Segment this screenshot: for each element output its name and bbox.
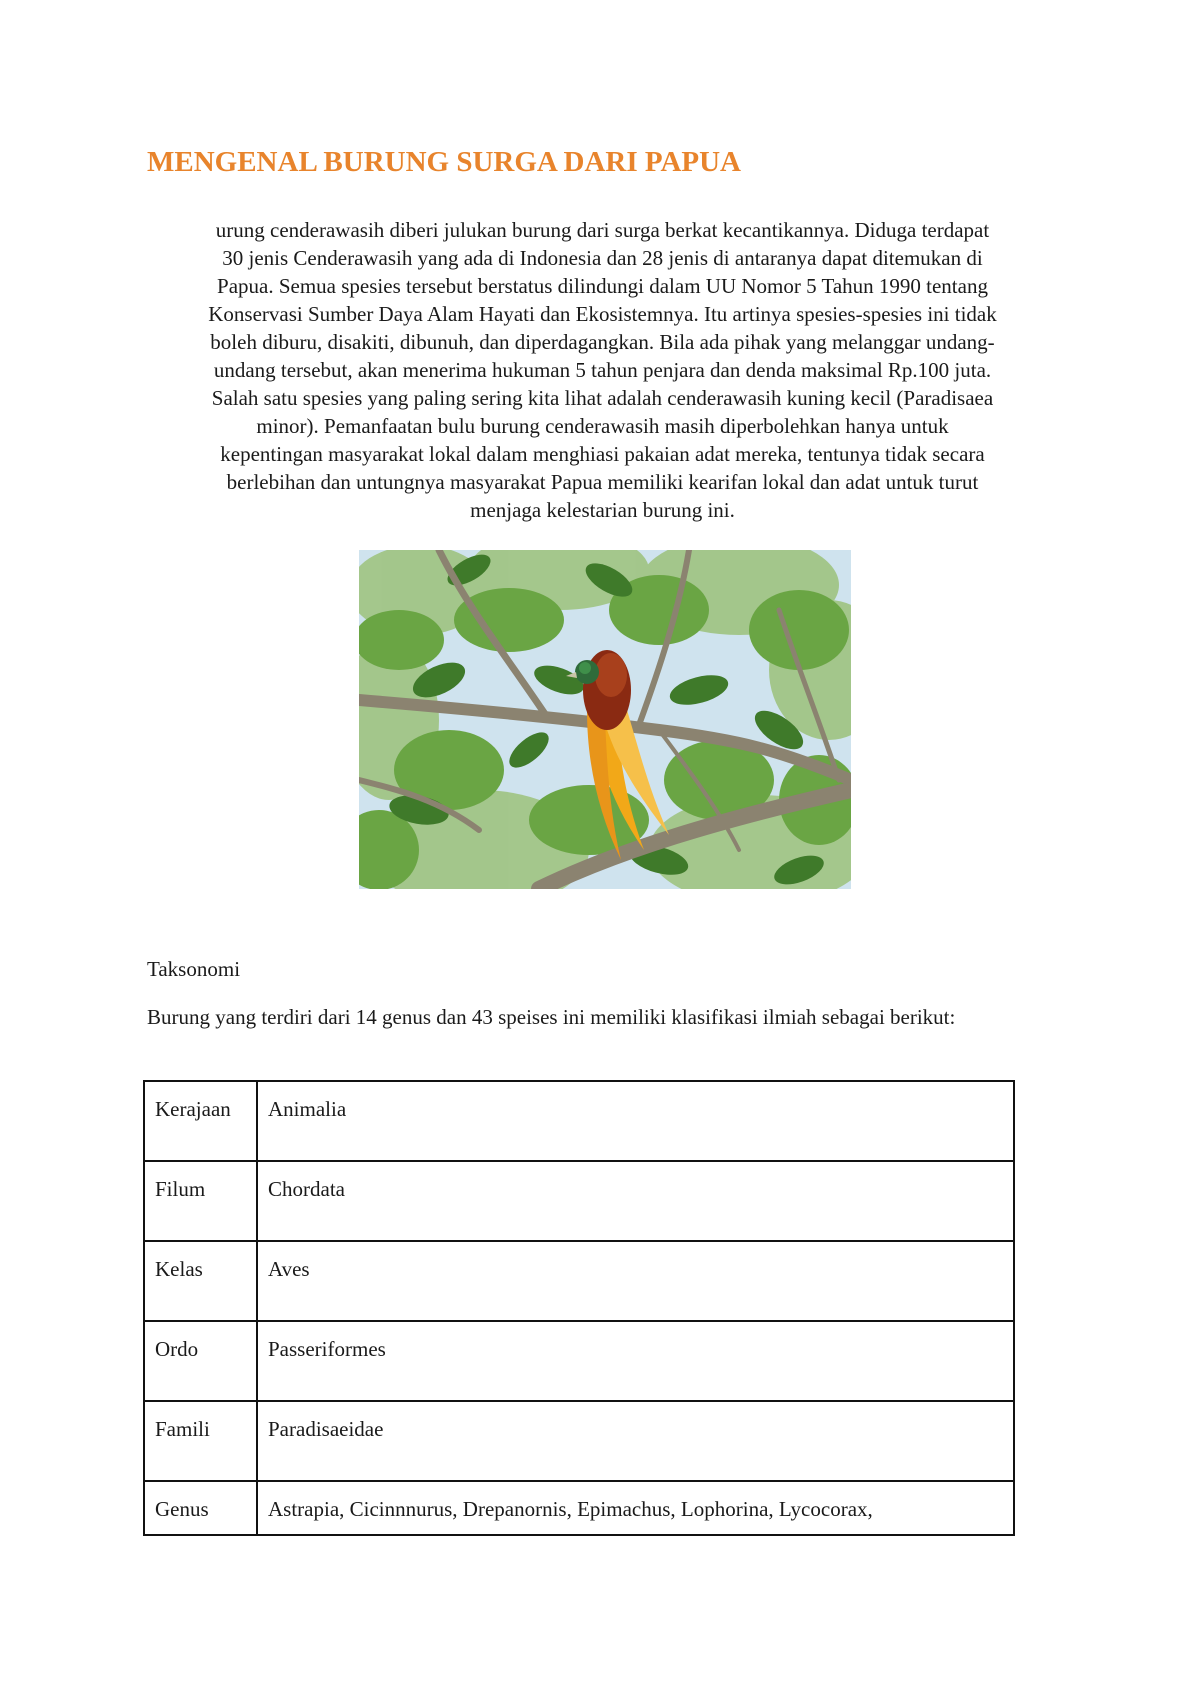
table-row xyxy=(144,1481,1014,1535)
taxonomy-rank: Kelas xyxy=(144,1241,257,1321)
intro-line: undang tersebut, akan menerima hukuman 5 tahun penjara dan denda maksimal Rp.100 juta. xyxy=(213,358,992,382)
intro-line: Papua. Semua spesies tersebut berstatus dilindungi dalam UU Nomor 5 Tahun 1990 tentang xyxy=(217,274,988,298)
taxonomy-value: Aves xyxy=(257,1241,1014,1321)
taxonomy-value: Astrapia, Cicinnnurus, Drepanornis, Epimachus, Lophorina, Lycocorax, xyxy=(257,1481,1014,1535)
taxonomy-value: Chordata xyxy=(257,1161,1014,1241)
intro-paragraph xyxy=(145,216,1060,524)
taxonomy-rank: Kerajaan xyxy=(144,1081,257,1161)
taxonomy-rank: Genus xyxy=(144,1481,257,1535)
taxonomy-table xyxy=(143,1080,1015,1536)
taxonomy-value: Passeriformes xyxy=(257,1321,1014,1401)
bird-of-paradise-photo xyxy=(359,550,851,889)
intro-line: boleh diburu, disakiti, dibunuh, dan diperdagangkan. Bila ada pihak yang melanggar undang- xyxy=(210,330,995,354)
table-row xyxy=(144,1321,1014,1401)
intro-line: berlebihan dan untungnya masyarakat Papua memiliki kearifan lokal dan adat untuk turut xyxy=(226,470,979,494)
taxonomy-rank: Ordo xyxy=(144,1321,257,1401)
taxonomy-value: Paradisaeidae xyxy=(257,1401,1014,1481)
intro-line: Salah satu spesies yang paling sering kita lihat adalah cenderawasih kuning kecil (Paradisaea xyxy=(211,386,994,410)
section-text: Burung yang terdiri dari 14 genus dan 43 speises ini memiliki klasifikasi ilmiah sebagai berikut: xyxy=(147,1005,956,1029)
section-label: Taksonomi xyxy=(147,957,241,981)
intro-line: 30 jenis Cenderawasih yang ada di Indonesia dan 28 jenis di antaranya dapat ditemukan di xyxy=(222,246,983,270)
taxonomy-value: Animalia xyxy=(257,1081,1014,1161)
table-row xyxy=(144,1401,1014,1481)
intro-line: urung cenderawasih diberi julukan burung dari surga berkat kecantikannya. Diduga terdapat xyxy=(215,218,990,242)
page-title: MENGENAL BURUNG SURGA DARI PAPUA xyxy=(147,146,741,178)
intro-line: menjaga kelestarian burung ini. xyxy=(470,498,735,522)
taxonomy-rank: Famili xyxy=(144,1401,257,1481)
table-row xyxy=(144,1161,1014,1241)
table-row xyxy=(144,1241,1014,1321)
table-row xyxy=(144,1081,1014,1161)
intro-line: kepentingan masyarakat lokal dalam menghiasi pakaian adat mereka, tentunya tidak secara xyxy=(220,442,985,466)
taxonomy-rank: Filum xyxy=(144,1161,257,1241)
intro-line: Konservasi Sumber Daya Alam Hayati dan Ekosistemnya. Itu artinya spesies-spesies ini tidak xyxy=(208,302,997,326)
intro-line: minor). Pemanfaatan bulu burung cenderawasih masih diperbolehkan hanya untuk xyxy=(256,414,949,438)
